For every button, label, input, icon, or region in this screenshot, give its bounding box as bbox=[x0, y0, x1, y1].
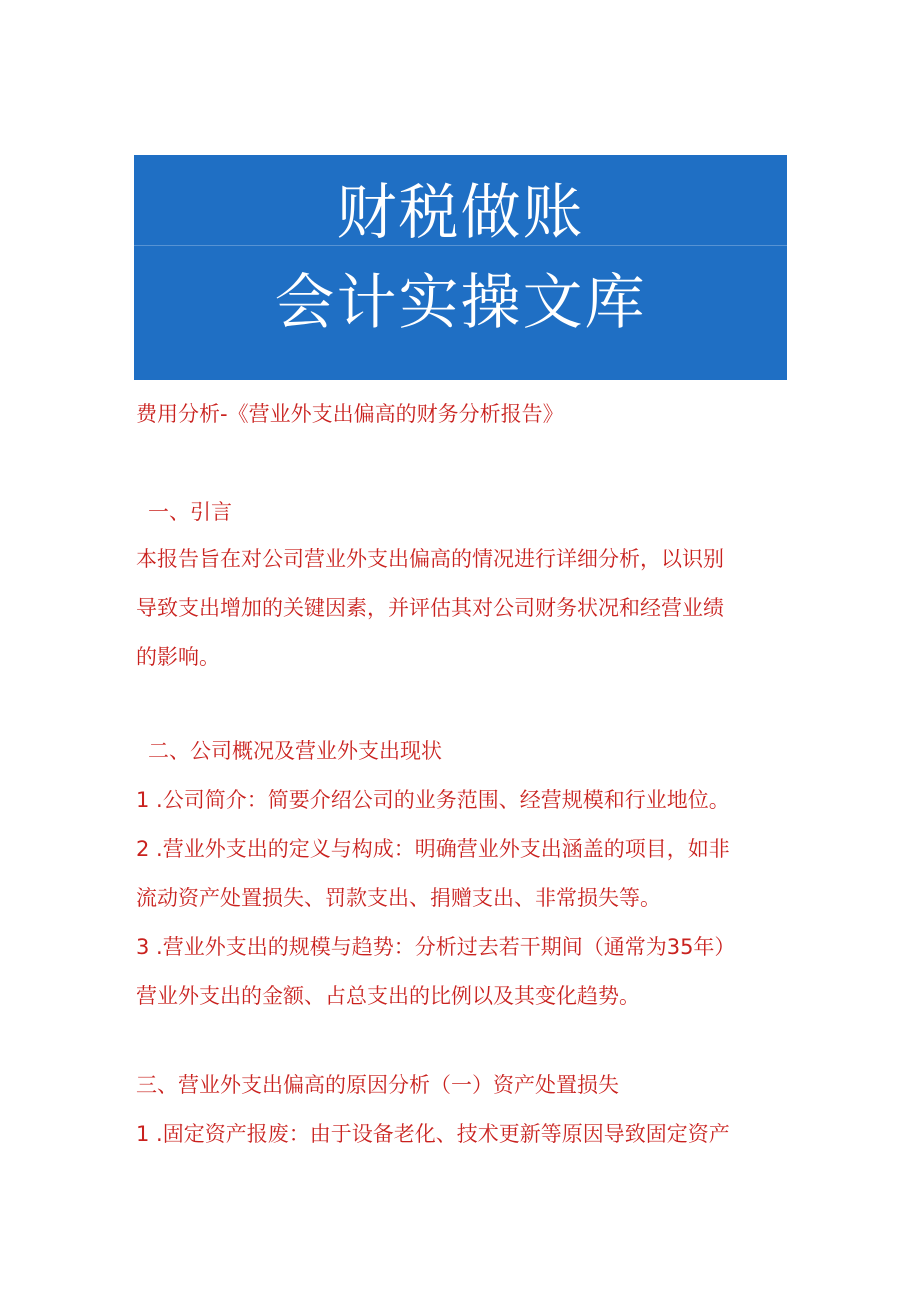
paragraph-line: 流动资产处置损失、罚款支出、捐赠支出、非常损失等。 bbox=[136, 886, 661, 910]
banner-title-line2: 会计实操文库 bbox=[274, 268, 647, 338]
section-heading-overview: 二、公司概况及营业外支出现状 bbox=[148, 739, 442, 763]
paragraph-line: 的影响。 bbox=[136, 645, 220, 669]
paragraph-line: 本报告旨在对公司营业外支出偏高的情况进行详细分析，以识别 bbox=[136, 547, 724, 571]
paragraph-line: 营业外支出的金额、占总支出的比例以及其变化趋势。 bbox=[136, 984, 640, 1008]
list-item: 1 .固定资产报废：由于设备老化、技术更新等原因导致固定资产 bbox=[136, 1122, 730, 1146]
title-banner bbox=[134, 155, 787, 380]
list-item: 3 .营业外支出的规模与趋势：分析过去若干期间（通常为35年） bbox=[136, 935, 736, 959]
section-heading-intro: 一、引言 bbox=[148, 500, 232, 524]
list-item: 2 .营业外支出的定义与构成：明确营业外支出涵盖的项目，如非 bbox=[136, 837, 730, 861]
section-heading-causes: 三、营业外支出偏高的原因分析（一）资产处置损失 bbox=[136, 1073, 619, 1097]
document-title: 费用分析-《营业外支出偏高的财务分析报告》 bbox=[136, 402, 564, 426]
banner-title-line1: 财税做账 bbox=[336, 178, 585, 248]
banner-divider bbox=[134, 245, 787, 246]
list-item: 1 .公司简介：简要介绍公司的业务范围、经营规模和行业地位。 bbox=[136, 788, 730, 812]
paragraph-line: 导致支出增加的关键因素，并评估其对公司财务状况和经营业绩 bbox=[136, 596, 724, 620]
